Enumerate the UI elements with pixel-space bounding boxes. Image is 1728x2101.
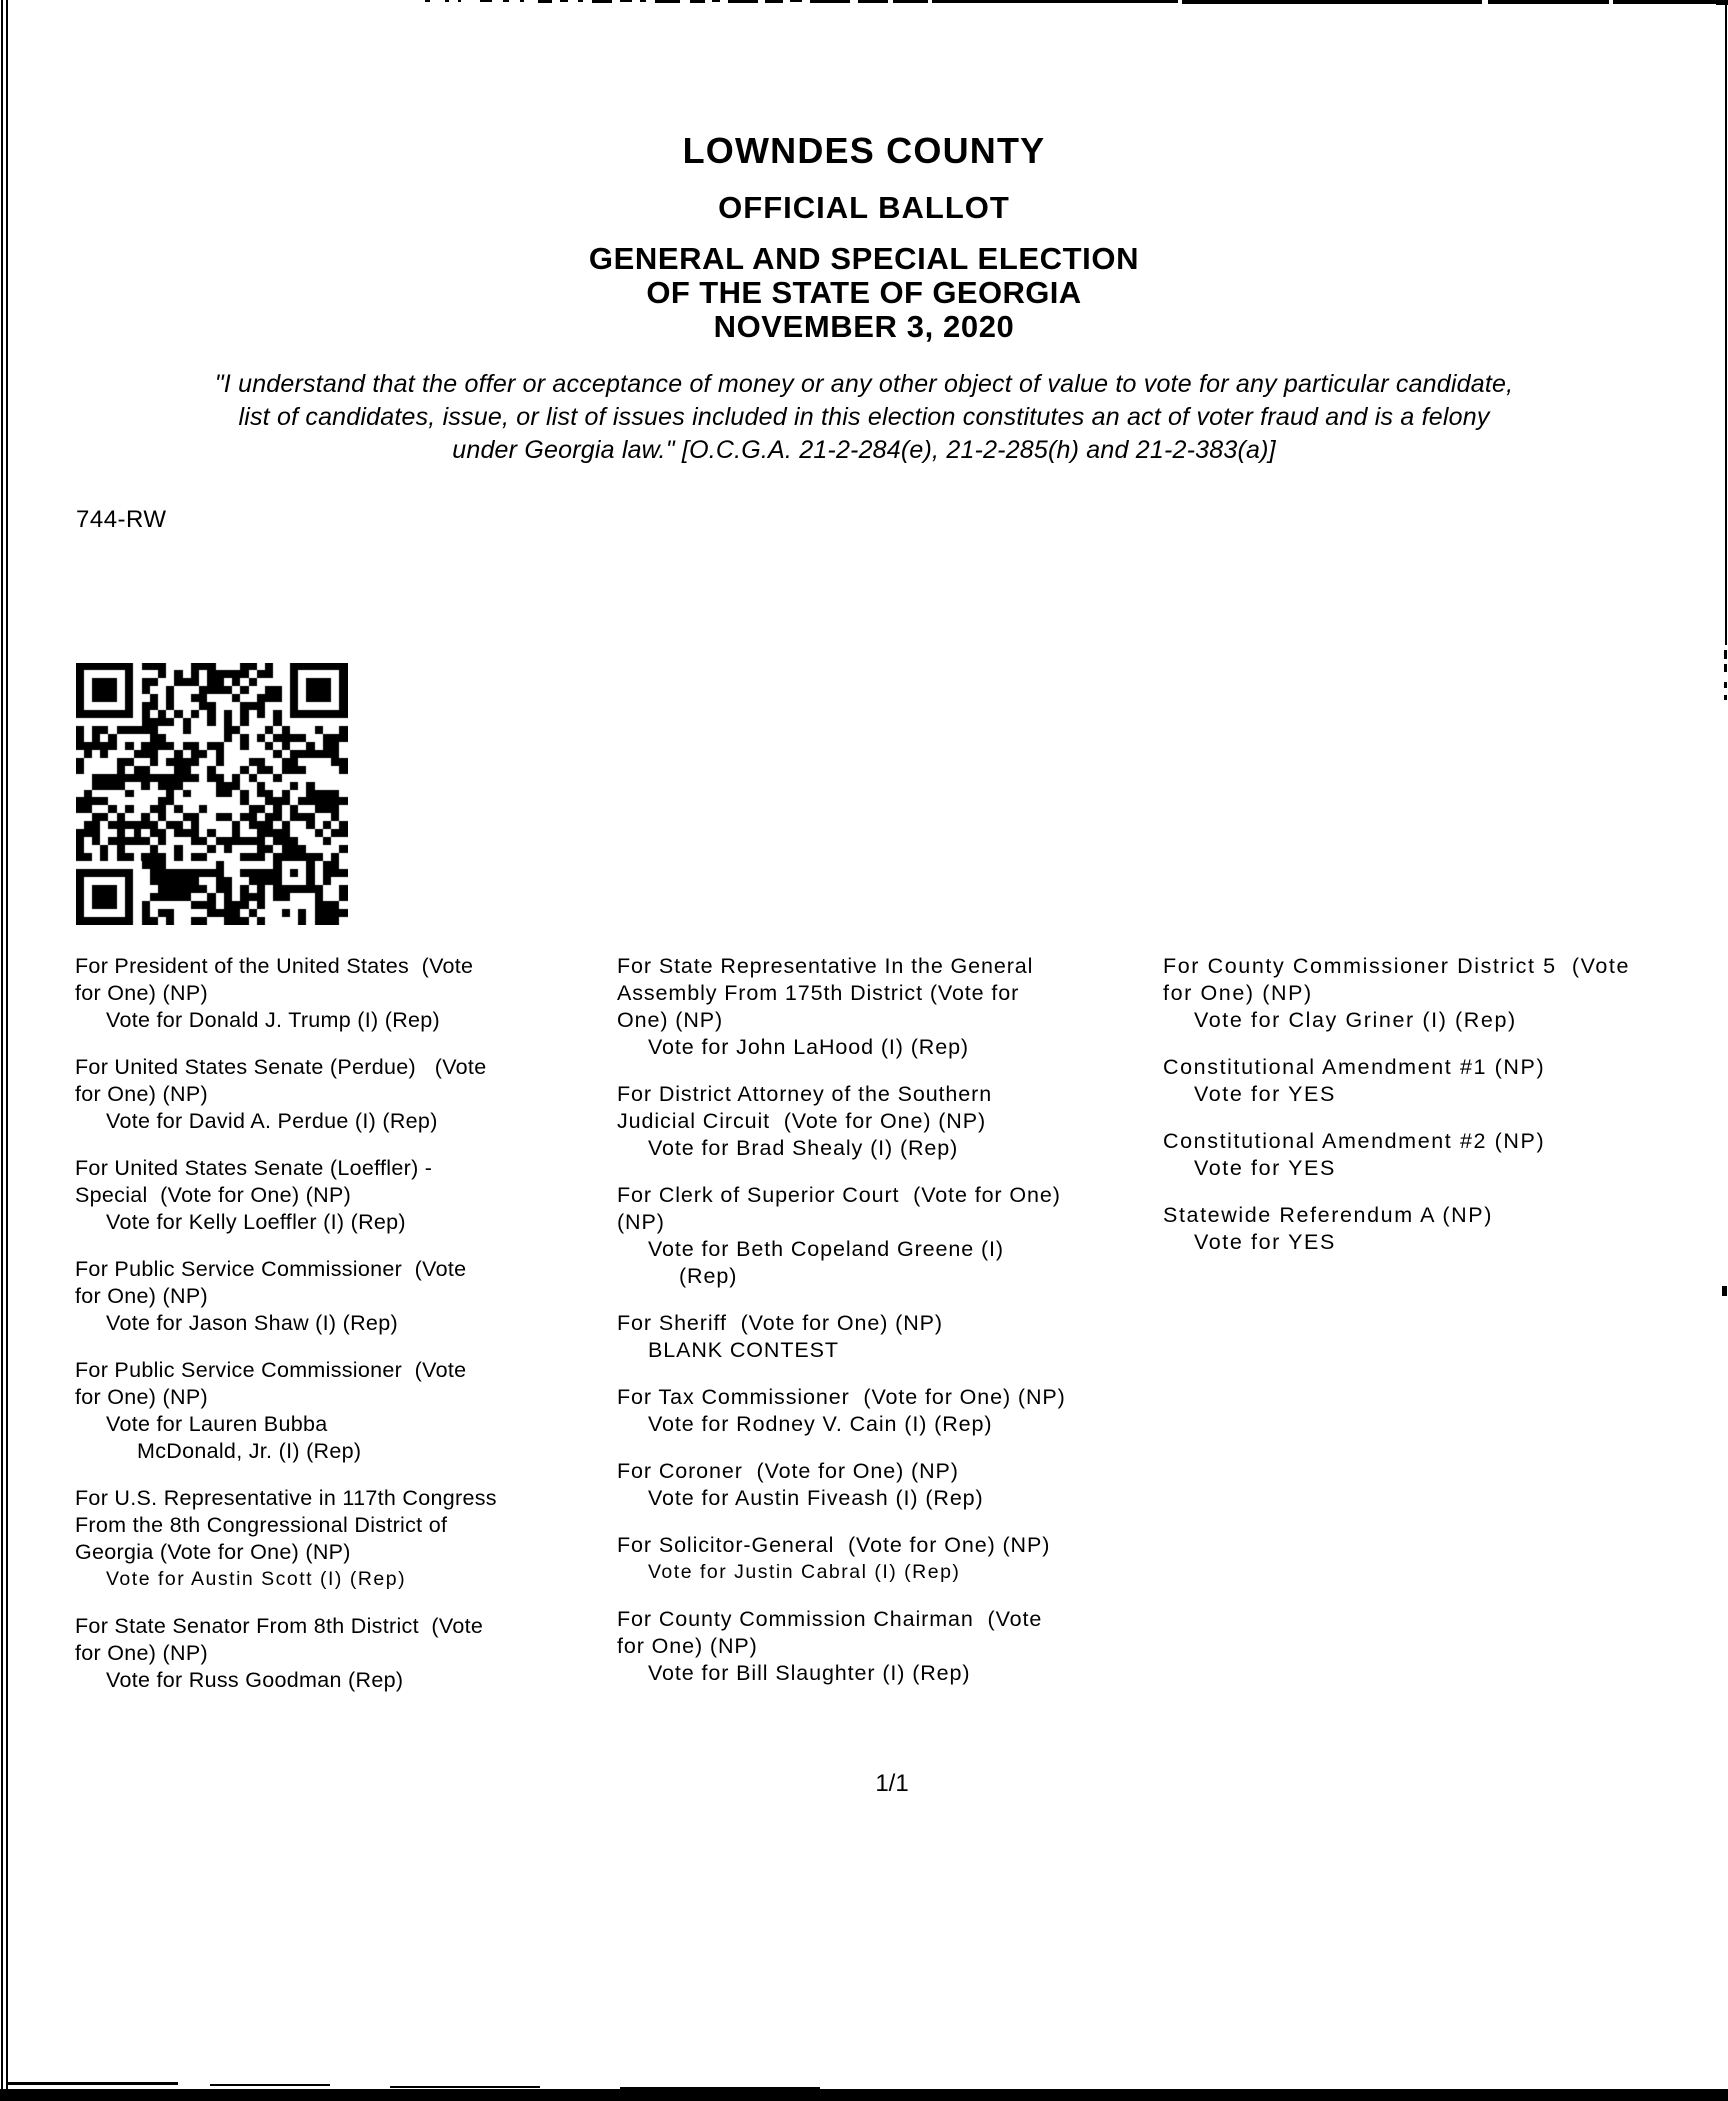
scan-artifact (1488, 0, 1609, 4)
contest-title-line: For Solicitor-General (Vote for One) (NP) (617, 1533, 1051, 1557)
contest-title-line: Georgia (Vote for One) (NP) (75, 1540, 351, 1564)
contest (75, 1054, 620, 1135)
contest (75, 1155, 620, 1236)
disclaimer-line: under Georgia law." [O.C.G.A. 21-2-284(e), 21-2-285(h) and 21-2-383(a)] (452, 436, 1276, 464)
contest-vote-line: Vote for YES (1194, 1230, 1336, 1254)
contest-vote-line: Vote for Donald J. Trump (I) (Rep) (106, 1008, 441, 1032)
scan-artifact (480, 0, 492, 2)
contest-title-line: For United States Senate (Perdue) (Vote (75, 1055, 487, 1079)
contest-vote-line: Vote for Kelly Loeffler (I) (Rep) (106, 1210, 406, 1234)
contest-title-line: For State Representative In the General (617, 954, 1034, 978)
ballot-style-code: 744-RW (76, 506, 167, 533)
contest (1163, 1128, 1728, 1182)
contest (1163, 953, 1728, 1034)
scan-artifact (810, 0, 850, 3)
contest-title-line: for One) (NP) (75, 1385, 208, 1409)
contest-column-1 (75, 953, 620, 1714)
contest-vote-line: Vote for David A. Perdue (I) (Rep) (106, 1109, 438, 1133)
contest-title-line: For Tax Commissioner (Vote for One) (NP) (617, 1385, 1066, 1409)
contest-title-line: Constitutional Amendment #2 (NP) (1163, 1129, 1546, 1153)
contest-title-line: From the 8th Congressional District of (75, 1513, 448, 1537)
contest-title-line: for One) (NP) (75, 1641, 208, 1665)
ballot-county-title: LOWNDES COUNTY (682, 130, 1046, 171)
contest-title-line: For Sheriff (Vote for One) (NP) (617, 1311, 943, 1335)
scan-artifact (0, 2089, 1728, 2101)
contest-title-line: Judicial Circuit (Vote for One) (NP) (617, 1109, 987, 1133)
contest (75, 1357, 620, 1465)
contest (75, 1485, 620, 1593)
scan-artifact (210, 2084, 330, 2086)
contest (75, 953, 620, 1034)
scan-artifact (8, 2082, 178, 2085)
contest (75, 1256, 620, 1337)
scan-artifact (858, 0, 888, 3)
disclaimer-line: "I understand that the offer or acceptance of money or any other object of value to vote for any particular candidate, (214, 370, 1514, 398)
contest (617, 1606, 1162, 1687)
contest-title-line: For County Commissioner District 5 (Vote (1163, 954, 1631, 978)
contest-title-line: for One) (NP) (75, 981, 208, 1005)
contest-title-line: Constitutional Amendment #1 (NP) (1163, 1055, 1546, 1079)
contest (617, 1532, 1162, 1586)
contest (617, 1310, 1162, 1364)
contest-title-line: for One) (NP) (75, 1082, 208, 1106)
contest-vote-line: Vote for YES (1194, 1156, 1336, 1180)
contest-vote-line: Vote for Austin Scott (I) (Rep) (106, 1568, 407, 1590)
disclaimer-line: list of candidates, issue, or list of issues included in this election constitutes an act of voter fraud and is a felony (238, 403, 1490, 431)
contest-vote-line: Vote for Rodney V. Cain (I) (Rep) (648, 1412, 993, 1436)
contest-vote-line: BLANK CONTEST (648, 1338, 839, 1362)
contest-vote-line: Vote for Austin Fiveash (I) (Rep) (648, 1486, 984, 1510)
contest (617, 953, 1162, 1061)
contest-vote-line: Vote for Brad Shealy (I) (Rep) (648, 1136, 959, 1160)
contest (617, 1081, 1162, 1162)
scan-artifact (6, 0, 8, 2101)
contest-title-line: For Public Service Commissioner (Vote (75, 1257, 467, 1281)
contest-column-3 (1163, 953, 1728, 1276)
contest (617, 1384, 1162, 1438)
contest-title-line: For District Attorney of the Southern (617, 1082, 993, 1106)
contest-title-line: Statewide Referendum A (NP) (1163, 1203, 1494, 1227)
contest-vote-line: Vote for John LaHood (I) (Rep) (648, 1035, 969, 1059)
contest-vote-line: Vote for Russ Goodman (Rep) (106, 1668, 404, 1692)
contest-title-line: For Clerk of Superior Court (Vote for One) (617, 1183, 1061, 1207)
voter-fraud-disclaimer (0, 368, 1728, 467)
scan-artifact (458, 0, 461, 2)
contest-title-line: Assembly From 175th District (Vote for (617, 981, 1020, 1005)
scan-artifact (445, 0, 449, 2)
contest-vote-line: Vote for YES (1194, 1082, 1336, 1106)
contest-title-line: For United States Senate (Loeffler) - (75, 1156, 433, 1180)
contest-vote-line: Vote for Jason Shaw (I) (Rep) (106, 1311, 398, 1335)
contest-title-line: For County Commission Chairman (Vote (617, 1607, 1043, 1631)
scan-artifact (1724, 695, 1727, 700)
scan-artifact (690, 0, 705, 3)
qr-code (76, 663, 348, 925)
contest-vote-line: Vote for Clay Griner (I) (Rep) (1194, 1008, 1517, 1032)
ballot-type-title: OFFICIAL BALLOT (718, 190, 1010, 225)
scan-artifact (1724, 650, 1727, 659)
scan-artifact (765, 0, 783, 3)
contest-title-line: For Public Service Commissioner (Vote (75, 1358, 467, 1382)
page-number: 1/1 (875, 1770, 909, 1797)
scan-artifact (592, 0, 612, 3)
contest-vote-line: Vote for Justin Cabral (I) (Rep) (648, 1561, 961, 1583)
scan-artifact (1725, 0, 1727, 645)
contest-title-line: (NP) (617, 1210, 665, 1234)
contest (617, 1458, 1162, 1512)
scan-artifact (520, 0, 524, 2)
contest-title-line: For State Senator From 8th District (Vote (75, 1614, 484, 1638)
contest-title-line: Special (Vote for One) (NP) (75, 1183, 352, 1207)
scan-artifact (503, 0, 509, 2)
contest-vote-line: Vote for Bill Slaughter (I) (Rep) (648, 1661, 971, 1685)
scan-artifact (538, 0, 552, 3)
scan-artifact (655, 0, 680, 3)
scan-artifact (893, 0, 928, 3)
scan-artifact (728, 0, 758, 3)
contest-title-line: For Coroner (Vote for One) (NP) (617, 1459, 959, 1483)
scan-artifact (620, 0, 632, 2)
scan-artifact (578, 0, 583, 2)
scan-artifact (932, 0, 1178, 3)
election-date: NOVEMBER 3, 2020 (713, 309, 1015, 344)
scan-artifact (640, 0, 646, 2)
scan-artifact (390, 2086, 540, 2088)
scan-artifact (1722, 1286, 1727, 1296)
scan-artifact (712, 0, 720, 2)
scan-artifact (1, 0, 3, 2101)
contest-title-line: for One) (NP) (1163, 981, 1313, 1005)
contest (617, 1182, 1162, 1290)
election-title-line2: OF THE STATE OF GEORGIA (646, 275, 1082, 310)
contest-title-line: for One) (NP) (75, 1284, 208, 1308)
contest-title-line: For President of the United States (Vote (75, 954, 474, 978)
scan-artifact (1182, 0, 1482, 4)
contest-vote-line: Vote for Lauren Bubba (106, 1412, 328, 1436)
contest (75, 1613, 620, 1694)
contest-column-2 (617, 953, 1162, 1707)
contest-title-line: For U.S. Representative in 117th Congress (75, 1486, 497, 1510)
contest-title-line: One) (NP) (617, 1008, 724, 1032)
election-title-line1: GENERAL AND SPECIAL ELECTION (588, 241, 1140, 276)
contest-title-line: for One) (NP) (617, 1634, 758, 1658)
scan-artifact (1724, 664, 1727, 672)
contest-vote-line: Vote for Beth Copeland Greene (I) (648, 1237, 1004, 1261)
scan-artifact (560, 0, 568, 2)
contest-vote-line: (Rep) (679, 1264, 738, 1288)
scan-artifact (1724, 682, 1727, 688)
scan-artifact (1613, 0, 1728, 4)
contest-vote-line: McDonald, Jr. (I) (Rep) (137, 1439, 362, 1463)
contest (1163, 1202, 1728, 1256)
scan-artifact (425, 0, 430, 2)
contest (1163, 1054, 1728, 1108)
scan-artifact (790, 0, 802, 2)
